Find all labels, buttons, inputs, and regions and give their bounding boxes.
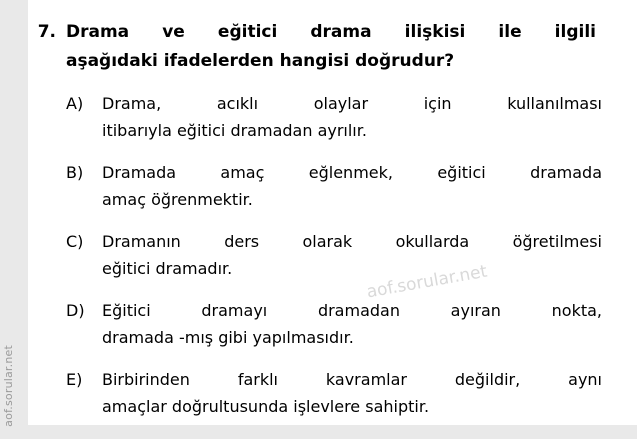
- question-line-2: aşağıdaki ifadelerden hangisi doğrudur?: [66, 51, 455, 71]
- option-d-line-1: Eğitici dramayı dramadan ayıran nokta,: [102, 301, 602, 320]
- option-a-line-2: itibarıyla eğitici dramadan ayrılır.: [102, 121, 367, 140]
- option-b-letter: B): [66, 163, 84, 182]
- option-d[interactable]: [66, 297, 616, 351]
- question-content: [28, 0, 637, 425]
- center-watermark: aof.sorular.net: [365, 261, 489, 303]
- option-e-line-1: Birbirinden farklı kavramlar değildir, aynı: [102, 370, 602, 389]
- option-c-letter: C): [66, 232, 84, 251]
- option-b-text: [102, 159, 602, 213]
- option-c-line-1: Dramanın ders olarak okullarda öğretilmesi: [102, 232, 602, 251]
- option-e-letter: E): [66, 370, 83, 389]
- option-c-line-2: eğitici dramadır.: [102, 259, 233, 278]
- option-d-letter: D): [66, 301, 85, 320]
- option-b[interactable]: [66, 159, 616, 213]
- option-e-line-2: amaçlar doğrultusunda işlevlere sahiptir.: [102, 397, 430, 416]
- option-c[interactable]: [66, 228, 616, 282]
- question-line-1: Drama ve eğitici drama ilişkisi ile ilgili: [66, 22, 596, 42]
- option-b-line-2: amaç öğrenmektir.: [102, 190, 253, 209]
- side-watermark: aof.sorular.net: [2, 345, 15, 427]
- option-a[interactable]: [66, 90, 616, 144]
- question-text: [66, 18, 596, 76]
- option-a-line-1: Drama, acıklı olaylar için kullanılması: [102, 94, 602, 113]
- option-c-text: [102, 228, 602, 282]
- question-number: 7.: [37, 22, 56, 42]
- options-list: [66, 90, 616, 435]
- option-a-letter: A): [66, 94, 84, 113]
- option-e-text: [102, 366, 602, 420]
- option-d-text: [102, 297, 602, 351]
- option-a-text: [102, 90, 602, 144]
- option-b-line-1: Dramada amaç eğlenmek, eğitici dramada: [102, 163, 602, 182]
- option-e[interactable]: [66, 366, 616, 420]
- question-block: [28, 18, 613, 76]
- option-d-line-2: dramada -mış gibi yapılmasıdır.: [102, 328, 354, 347]
